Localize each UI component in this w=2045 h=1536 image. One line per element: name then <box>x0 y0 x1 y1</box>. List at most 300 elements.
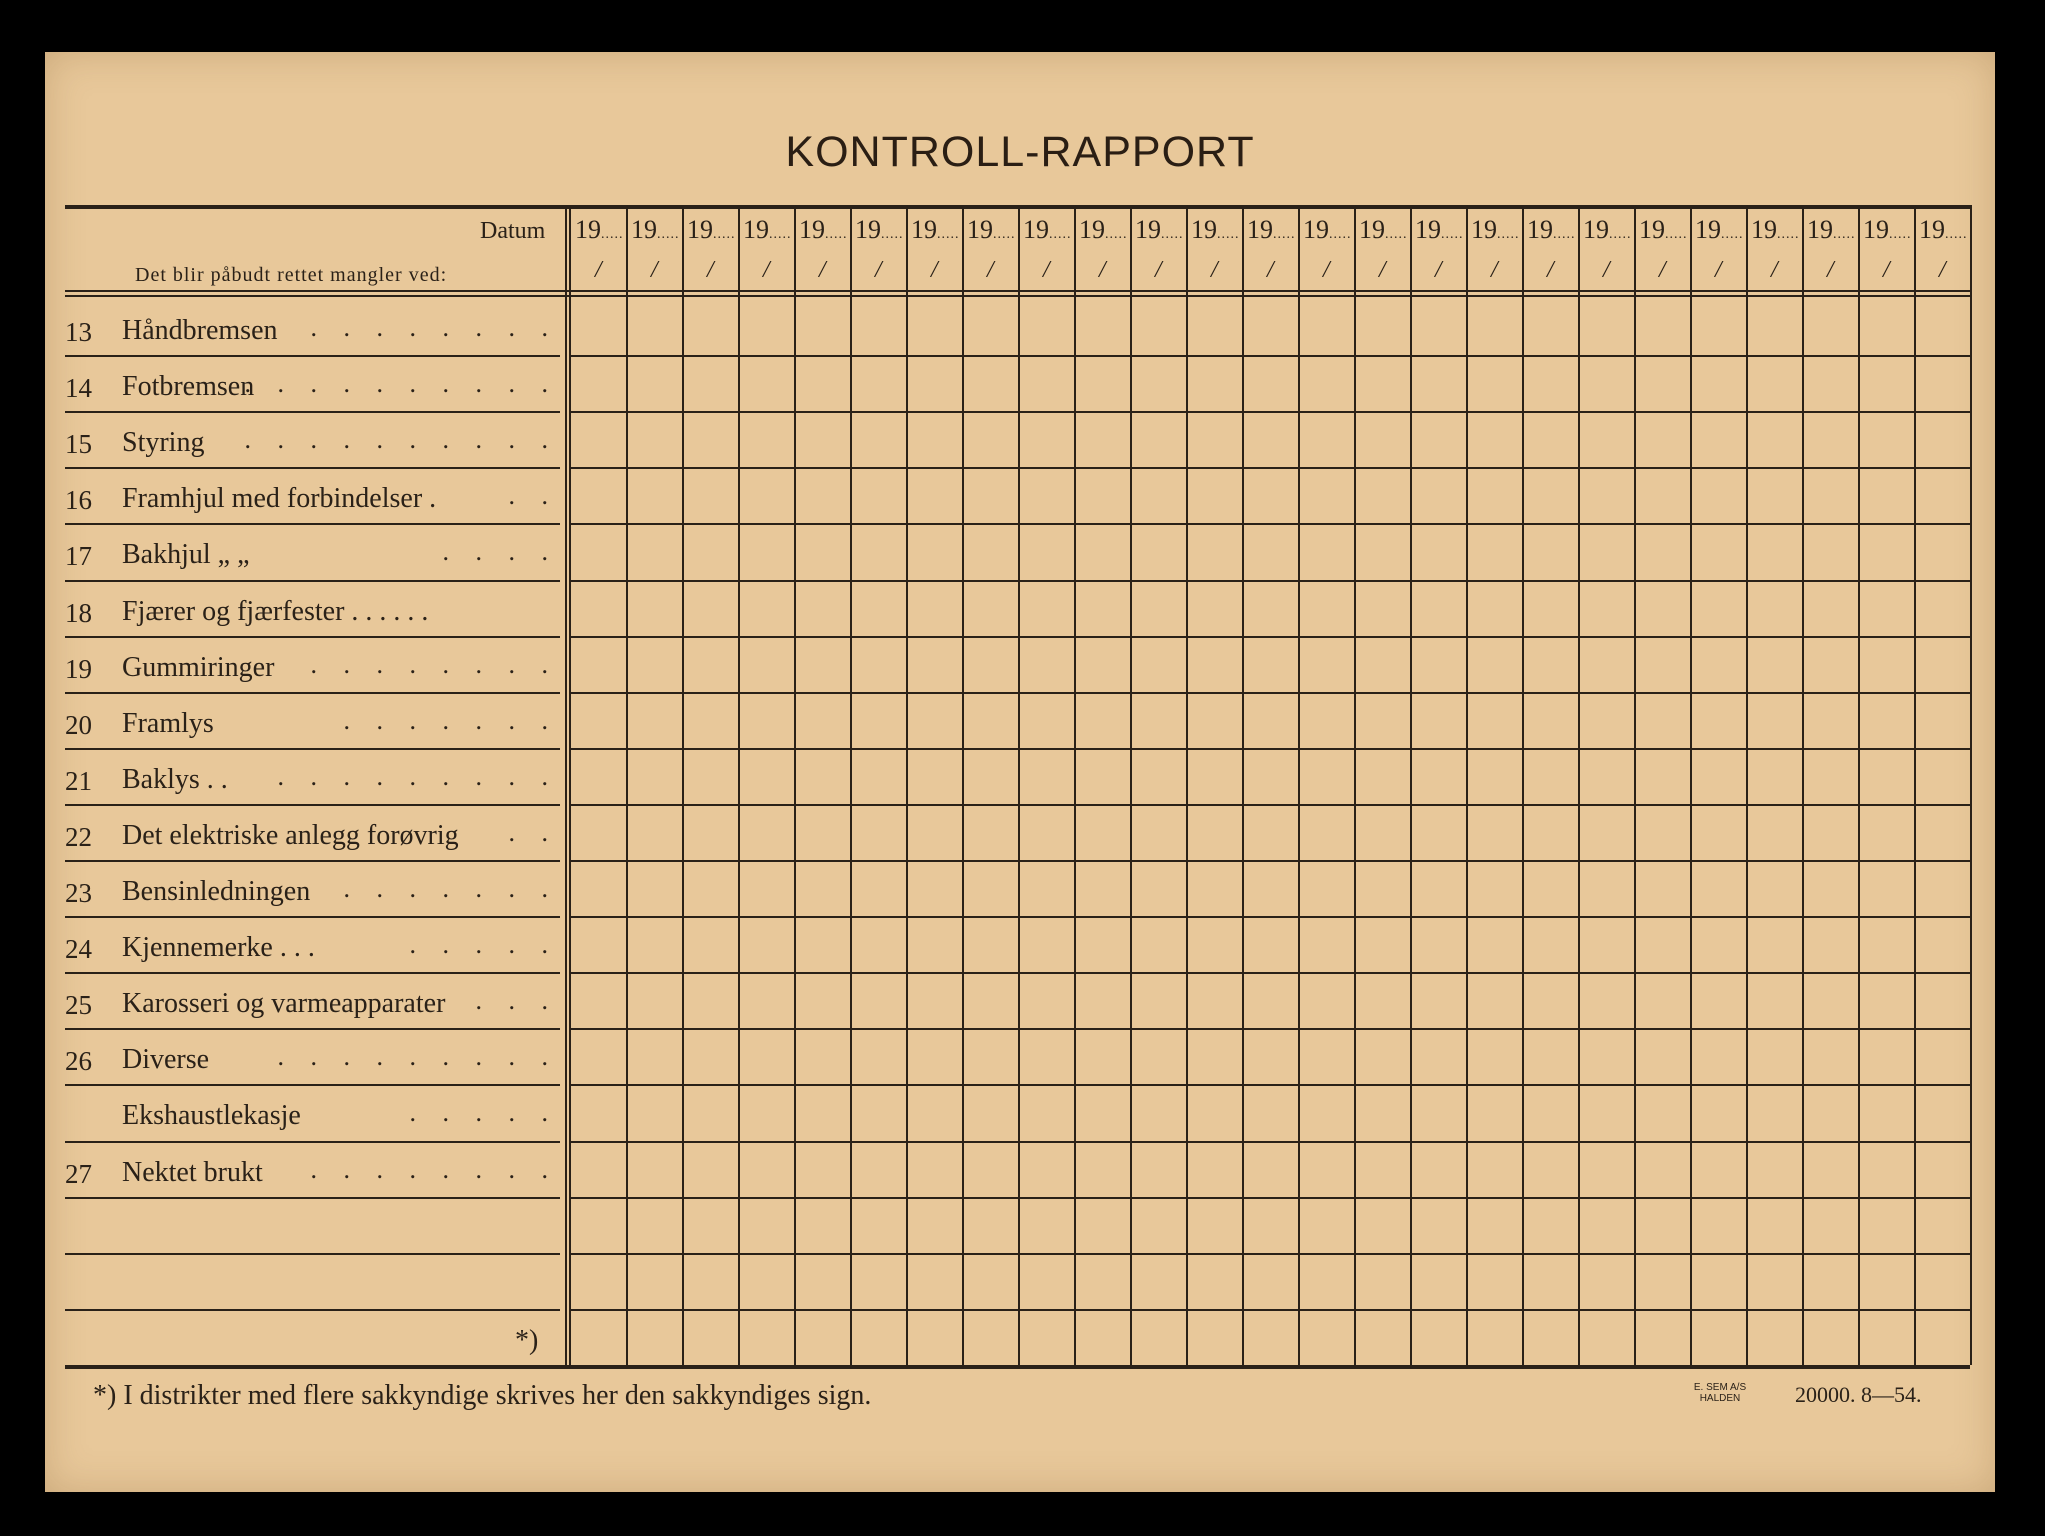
grid-cell[interactable] <box>796 525 849 578</box>
grid-cell[interactable] <box>1636 1311 1689 1364</box>
grid-cell[interactable] <box>1468 525 1521 578</box>
grid-cell[interactable] <box>1748 750 1801 803</box>
grid-cell[interactable] <box>1916 918 1969 971</box>
grid-cell[interactable] <box>796 357 849 410</box>
grid-cell[interactable] <box>628 1199 681 1252</box>
grid-cell[interactable] <box>628 694 681 747</box>
grid-cell[interactable] <box>1636 1086 1689 1139</box>
grid-cell[interactable] <box>1412 694 1465 747</box>
grid-cell[interactable] <box>684 974 737 1027</box>
grid-cell[interactable] <box>1468 1086 1521 1139</box>
grid-cell[interactable] <box>1076 862 1129 915</box>
grid-cell[interactable] <box>1076 301 1129 354</box>
grid-cell[interactable] <box>572 918 625 971</box>
grid-cell[interactable] <box>796 638 849 691</box>
grid-cell[interactable] <box>1412 974 1465 1027</box>
grid-cell[interactable] <box>1020 918 1073 971</box>
grid-cell[interactable] <box>1748 1199 1801 1252</box>
grid-cell[interactable] <box>1412 1030 1465 1083</box>
grid-cell[interactable] <box>1804 1199 1857 1252</box>
grid-cell[interactable] <box>964 1086 1017 1139</box>
date-year-cell[interactable] <box>1359 215 1408 245</box>
grid-cell[interactable] <box>1748 1030 1801 1083</box>
grid-cell[interactable] <box>964 806 1017 859</box>
grid-cell[interactable] <box>740 1199 793 1252</box>
grid-cell[interactable] <box>852 525 905 578</box>
grid-cell[interactable] <box>1300 582 1353 635</box>
grid-cell[interactable] <box>684 1311 737 1364</box>
grid-cell[interactable] <box>684 1199 737 1252</box>
grid-cell[interactable] <box>1916 974 1969 1027</box>
grid-cell[interactable] <box>1916 694 1969 747</box>
grid-cell[interactable] <box>1412 750 1465 803</box>
grid-cell[interactable] <box>1412 582 1465 635</box>
grid-cell[interactable] <box>684 357 737 410</box>
grid-cell[interactable] <box>796 301 849 354</box>
grid-cell[interactable] <box>1748 1311 1801 1364</box>
grid-cell[interactable] <box>964 750 1017 803</box>
grid-cell[interactable] <box>1412 918 1465 971</box>
grid-cell[interactable] <box>1244 806 1297 859</box>
grid-cell[interactable] <box>1468 1311 1521 1364</box>
grid-cell[interactable] <box>796 1143 849 1196</box>
grid-cell[interactable] <box>1300 1199 1353 1252</box>
date-year-cell[interactable] <box>1639 215 1688 245</box>
grid-cell[interactable] <box>1076 525 1129 578</box>
grid-cell[interactable] <box>1636 918 1689 971</box>
grid-cell[interactable] <box>1132 525 1185 578</box>
grid-cell[interactable] <box>1748 1086 1801 1139</box>
grid-cell[interactable] <box>572 301 625 354</box>
grid-cell[interactable] <box>1132 1030 1185 1083</box>
grid-cell[interactable] <box>1412 1199 1465 1252</box>
grid-cell[interactable] <box>796 974 849 1027</box>
grid-cell[interactable] <box>1916 638 1969 691</box>
grid-cell[interactable] <box>740 1086 793 1139</box>
grid-cell[interactable] <box>1524 694 1577 747</box>
grid-cell[interactable] <box>1412 469 1465 522</box>
grid-cell[interactable] <box>1356 1086 1409 1139</box>
grid-cell[interactable] <box>1636 862 1689 915</box>
grid-cell[interactable] <box>684 525 737 578</box>
grid-cell[interactable] <box>1244 638 1297 691</box>
grid-cell[interactable] <box>1692 1030 1745 1083</box>
grid-cell[interactable] <box>1356 301 1409 354</box>
grid-cell[interactable] <box>1860 525 1913 578</box>
grid-cell[interactable] <box>1020 638 1073 691</box>
date-year-cell[interactable] <box>1471 215 1520 245</box>
grid-cell[interactable] <box>852 413 905 466</box>
grid-cell[interactable] <box>964 1143 1017 1196</box>
grid-cell[interactable] <box>1412 525 1465 578</box>
grid-cell[interactable] <box>1748 806 1801 859</box>
grid-cell[interactable] <box>1804 413 1857 466</box>
grid-cell[interactable] <box>1188 1143 1241 1196</box>
grid-cell[interactable] <box>1916 1030 1969 1083</box>
grid-cell[interactable] <box>1468 413 1521 466</box>
date-year-cell[interactable] <box>687 215 736 245</box>
grid-cell[interactable] <box>572 1255 625 1308</box>
grid-cell[interactable] <box>1356 806 1409 859</box>
date-year-cell[interactable] <box>1023 215 1072 245</box>
grid-cell[interactable] <box>1188 301 1241 354</box>
grid-cell[interactable] <box>1804 918 1857 971</box>
grid-cell[interactable] <box>1188 918 1241 971</box>
grid-cell[interactable] <box>1860 1086 1913 1139</box>
grid-cell[interactable] <box>1860 1255 1913 1308</box>
grid-cell[interactable] <box>628 582 681 635</box>
grid-cell[interactable] <box>628 638 681 691</box>
grid-cell[interactable] <box>1300 974 1353 1027</box>
grid-cell[interactable] <box>852 1311 905 1364</box>
grid-cell[interactable] <box>1692 413 1745 466</box>
grid-cell[interactable] <box>1356 525 1409 578</box>
grid-cell[interactable] <box>1524 357 1577 410</box>
grid-cell[interactable] <box>1468 357 1521 410</box>
grid-cell[interactable] <box>1636 1199 1689 1252</box>
grid-cell[interactable] <box>1356 974 1409 1027</box>
grid-cell[interactable] <box>1356 1311 1409 1364</box>
grid-cell[interactable] <box>908 1199 961 1252</box>
grid-cell[interactable] <box>572 469 625 522</box>
date-year-cell[interactable] <box>631 215 680 245</box>
grid-cell[interactable] <box>908 1086 961 1139</box>
grid-cell[interactable] <box>1076 582 1129 635</box>
grid-cell[interactable] <box>1692 469 1745 522</box>
date-year-cell[interactable] <box>1583 215 1632 245</box>
grid-cell[interactable] <box>1244 918 1297 971</box>
grid-cell[interactable] <box>1692 1199 1745 1252</box>
grid-cell[interactable] <box>1412 301 1465 354</box>
date-year-cell[interactable] <box>575 215 624 245</box>
grid-cell[interactable] <box>1692 750 1745 803</box>
grid-cell[interactable] <box>1580 862 1633 915</box>
grid-cell[interactable] <box>1356 582 1409 635</box>
grid-cell[interactable] <box>1468 862 1521 915</box>
grid-cell[interactable] <box>1356 1255 1409 1308</box>
grid-cell[interactable] <box>1524 806 1577 859</box>
grid-cell[interactable] <box>1524 918 1577 971</box>
grid-cell[interactable] <box>1804 638 1857 691</box>
grid-cell[interactable] <box>908 918 961 971</box>
grid-cell[interactable] <box>1468 918 1521 971</box>
grid-cell[interactable] <box>1020 862 1073 915</box>
grid-cell[interactable] <box>964 1030 1017 1083</box>
grid-cell[interactable] <box>908 806 961 859</box>
grid-cell[interactable] <box>1244 357 1297 410</box>
grid-cell[interactable] <box>1356 918 1409 971</box>
grid-cell[interactable] <box>628 301 681 354</box>
grid-cell[interactable] <box>1412 806 1465 859</box>
grid-cell[interactable] <box>1748 918 1801 971</box>
grid-cell[interactable] <box>1244 1086 1297 1139</box>
grid-cell[interactable] <box>1132 1143 1185 1196</box>
grid-cell[interactable] <box>908 638 961 691</box>
grid-cell[interactable] <box>1244 469 1297 522</box>
grid-cell[interactable] <box>1524 638 1577 691</box>
grid-cell[interactable] <box>1524 1311 1577 1364</box>
grid-cell[interactable] <box>796 862 849 915</box>
grid-cell[interactable] <box>1412 413 1465 466</box>
grid-cell[interactable] <box>1916 301 1969 354</box>
grid-cell[interactable] <box>1468 694 1521 747</box>
grid-cell[interactable] <box>1636 469 1689 522</box>
grid-cell[interactable] <box>1020 582 1073 635</box>
grid-cell[interactable] <box>1076 806 1129 859</box>
grid-cell[interactable] <box>852 1255 905 1308</box>
grid-cell[interactable] <box>1188 582 1241 635</box>
grid-cell[interactable] <box>1748 974 1801 1027</box>
grid-cell[interactable] <box>1524 750 1577 803</box>
grid-cell[interactable] <box>1076 750 1129 803</box>
grid-cell[interactable] <box>572 1143 625 1196</box>
grid-cell[interactable] <box>1244 1199 1297 1252</box>
grid-cell[interactable] <box>852 862 905 915</box>
grid-cell[interactable] <box>684 301 737 354</box>
grid-cell[interactable] <box>1804 1311 1857 1364</box>
grid-cell[interactable] <box>1580 1255 1633 1308</box>
grid-cell[interactable] <box>1300 806 1353 859</box>
grid-cell[interactable] <box>1132 694 1185 747</box>
grid-cell[interactable] <box>908 1255 961 1308</box>
grid-cell[interactable] <box>1804 582 1857 635</box>
grid-cell[interactable] <box>1748 413 1801 466</box>
grid-cell[interactable] <box>1916 862 1969 915</box>
grid-cell[interactable] <box>1132 918 1185 971</box>
grid-cell[interactable] <box>572 413 625 466</box>
grid-cell[interactable] <box>1636 413 1689 466</box>
date-year-cell[interactable] <box>1135 215 1184 245</box>
grid-cell[interactable] <box>572 862 625 915</box>
grid-cell[interactable] <box>1076 694 1129 747</box>
grid-cell[interactable] <box>1748 469 1801 522</box>
grid-cell[interactable] <box>852 974 905 1027</box>
grid-cell[interactable] <box>1524 974 1577 1027</box>
grid-cell[interactable] <box>852 638 905 691</box>
grid-cell[interactable] <box>796 918 849 971</box>
grid-cell[interactable] <box>628 918 681 971</box>
grid-cell[interactable] <box>684 638 737 691</box>
grid-cell[interactable] <box>1468 1030 1521 1083</box>
grid-cell[interactable] <box>796 806 849 859</box>
grid-cell[interactable] <box>628 469 681 522</box>
grid-cell[interactable] <box>908 974 961 1027</box>
date-year-cell[interactable] <box>1079 215 1128 245</box>
grid-cell[interactable] <box>1020 525 1073 578</box>
grid-cell[interactable] <box>1468 806 1521 859</box>
grid-cell[interactable] <box>1300 1030 1353 1083</box>
grid-cell[interactable] <box>1412 1255 1465 1308</box>
grid-cell[interactable] <box>684 862 737 915</box>
grid-cell[interactable] <box>1076 469 1129 522</box>
grid-cell[interactable] <box>1300 357 1353 410</box>
grid-cell[interactable] <box>1636 525 1689 578</box>
grid-cell[interactable] <box>1580 1030 1633 1083</box>
grid-cell[interactable] <box>1580 357 1633 410</box>
grid-cell[interactable] <box>1356 413 1409 466</box>
grid-cell[interactable] <box>1356 357 1409 410</box>
grid-cell[interactable] <box>628 862 681 915</box>
grid-cell[interactable] <box>1580 638 1633 691</box>
grid-cell[interactable] <box>1020 1030 1073 1083</box>
grid-cell[interactable] <box>1804 750 1857 803</box>
grid-cell[interactable] <box>1860 974 1913 1027</box>
grid-cell[interactable] <box>964 525 1017 578</box>
grid-cell[interactable] <box>740 582 793 635</box>
grid-cell[interactable] <box>572 638 625 691</box>
grid-cell[interactable] <box>740 301 793 354</box>
grid-cell[interactable] <box>1580 806 1633 859</box>
grid-cell[interactable] <box>1804 694 1857 747</box>
grid-cell[interactable] <box>1300 1311 1353 1364</box>
grid-cell[interactable] <box>1020 750 1073 803</box>
grid-cell[interactable] <box>1244 974 1297 1027</box>
grid-cell[interactable] <box>1188 806 1241 859</box>
grid-cell[interactable] <box>1580 974 1633 1027</box>
grid-cell[interactable] <box>1916 1255 1969 1308</box>
grid-cell[interactable] <box>1020 806 1073 859</box>
grid-cell[interactable] <box>1300 918 1353 971</box>
grid-cell[interactable] <box>1524 1086 1577 1139</box>
grid-cell[interactable] <box>1244 694 1297 747</box>
grid-cell[interactable] <box>1692 1311 1745 1364</box>
grid-cell[interactable] <box>1524 582 1577 635</box>
grid-cell[interactable] <box>852 694 905 747</box>
grid-cell[interactable] <box>1916 750 1969 803</box>
grid-cell[interactable] <box>964 1255 1017 1308</box>
grid-cell[interactable] <box>740 1030 793 1083</box>
grid-cell[interactable] <box>1804 1255 1857 1308</box>
grid-cell[interactable] <box>1356 750 1409 803</box>
grid-cell[interactable] <box>684 1030 737 1083</box>
date-year-cell[interactable] <box>1751 215 1800 245</box>
grid-cell[interactable] <box>1076 1311 1129 1364</box>
grid-cell[interactable] <box>964 1199 1017 1252</box>
grid-cell[interactable] <box>1860 1311 1913 1364</box>
grid-cell[interactable] <box>1580 469 1633 522</box>
date-year-cell[interactable] <box>1695 215 1744 245</box>
grid-cell[interactable] <box>1356 638 1409 691</box>
grid-cell[interactable] <box>628 750 681 803</box>
grid-cell[interactable] <box>1748 1255 1801 1308</box>
grid-cell[interactable] <box>628 1311 681 1364</box>
grid-cell[interactable] <box>1300 301 1353 354</box>
grid-cell[interactable] <box>684 1086 737 1139</box>
grid-cell[interactable] <box>740 1255 793 1308</box>
grid-cell[interactable] <box>740 1311 793 1364</box>
grid-cell[interactable] <box>1356 694 1409 747</box>
grid-cell[interactable] <box>1580 582 1633 635</box>
grid-cell[interactable] <box>1020 1199 1073 1252</box>
grid-cell[interactable] <box>740 469 793 522</box>
grid-cell[interactable] <box>1020 1311 1073 1364</box>
grid-cell[interactable] <box>1468 469 1521 522</box>
grid-cell[interactable] <box>908 582 961 635</box>
grid-cell[interactable] <box>1188 469 1241 522</box>
grid-cell[interactable] <box>1636 582 1689 635</box>
grid-cell[interactable] <box>1636 301 1689 354</box>
grid-cell[interactable] <box>908 862 961 915</box>
grid-cell[interactable] <box>964 862 1017 915</box>
date-year-cell[interactable] <box>1303 215 1352 245</box>
grid-cell[interactable] <box>1860 918 1913 971</box>
grid-cell[interactable] <box>628 1255 681 1308</box>
grid-cell[interactable] <box>1468 582 1521 635</box>
grid-cell[interactable] <box>1524 1199 1577 1252</box>
grid-cell[interactable] <box>1132 301 1185 354</box>
grid-cell[interactable] <box>1860 750 1913 803</box>
grid-cell[interactable] <box>684 750 737 803</box>
grid-cell[interactable] <box>1300 469 1353 522</box>
grid-cell[interactable] <box>1244 1255 1297 1308</box>
grid-cell[interactable] <box>964 1311 1017 1364</box>
grid-cell[interactable] <box>1132 1086 1185 1139</box>
grid-cell[interactable] <box>1188 1030 1241 1083</box>
grid-cell[interactable] <box>628 1143 681 1196</box>
grid-cell[interactable] <box>1636 806 1689 859</box>
grid-cell[interactable] <box>1748 638 1801 691</box>
grid-cell[interactable] <box>628 1086 681 1139</box>
grid-cell[interactable] <box>1860 1143 1913 1196</box>
grid-cell[interactable] <box>1188 862 1241 915</box>
grid-cell[interactable] <box>572 357 625 410</box>
grid-cell[interactable] <box>1076 1143 1129 1196</box>
grid-cell[interactable] <box>1804 525 1857 578</box>
grid-cell[interactable] <box>1076 974 1129 1027</box>
grid-cell[interactable] <box>1804 1030 1857 1083</box>
grid-cell[interactable] <box>1244 1311 1297 1364</box>
grid-cell[interactable] <box>852 469 905 522</box>
grid-cell[interactable] <box>1524 1030 1577 1083</box>
grid-cell[interactable] <box>628 525 681 578</box>
grid-cell[interactable] <box>852 806 905 859</box>
grid-cell[interactable] <box>740 357 793 410</box>
grid-cell[interactable] <box>1580 301 1633 354</box>
grid-cell[interactable] <box>1636 974 1689 1027</box>
grid-cell[interactable] <box>1692 301 1745 354</box>
grid-cell[interactable] <box>1636 750 1689 803</box>
grid-cell[interactable] <box>1804 469 1857 522</box>
grid-cell[interactable] <box>684 582 737 635</box>
grid-cell[interactable] <box>796 750 849 803</box>
grid-cell[interactable] <box>684 1143 737 1196</box>
grid-cell[interactable] <box>1468 750 1521 803</box>
grid-cell[interactable] <box>908 357 961 410</box>
grid-cell[interactable] <box>1188 638 1241 691</box>
grid-cell[interactable] <box>1132 750 1185 803</box>
grid-cell[interactable] <box>1860 413 1913 466</box>
date-year-cell[interactable] <box>743 215 792 245</box>
grid-cell[interactable] <box>1860 301 1913 354</box>
grid-cell[interactable] <box>684 1255 737 1308</box>
grid-cell[interactable] <box>1076 413 1129 466</box>
grid-cell[interactable] <box>740 806 793 859</box>
grid-cell[interactable] <box>1244 1143 1297 1196</box>
grid-cell[interactable] <box>1524 862 1577 915</box>
date-year-cell[interactable] <box>1415 215 1464 245</box>
grid-cell[interactable] <box>796 1199 849 1252</box>
grid-cell[interactable] <box>1804 301 1857 354</box>
grid-cell[interactable] <box>908 694 961 747</box>
grid-cell[interactable] <box>796 1255 849 1308</box>
grid-cell[interactable] <box>964 469 1017 522</box>
grid-cell[interactable] <box>1188 357 1241 410</box>
grid-cell[interactable] <box>1076 1199 1129 1252</box>
grid-cell[interactable] <box>1580 525 1633 578</box>
grid-cell[interactable] <box>572 525 625 578</box>
grid-cell[interactable] <box>1748 357 1801 410</box>
grid-cell[interactable] <box>1580 1311 1633 1364</box>
